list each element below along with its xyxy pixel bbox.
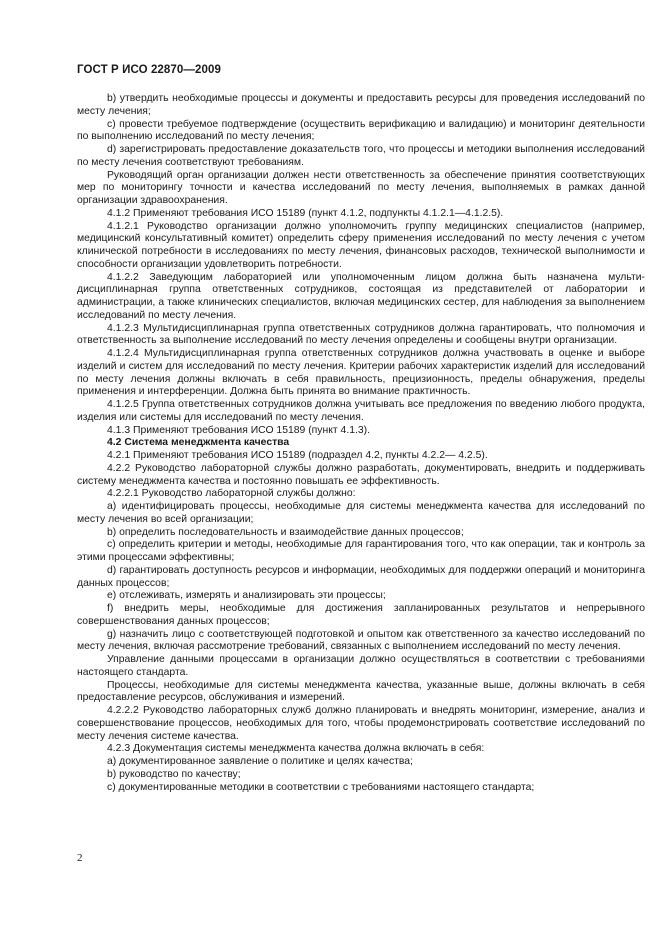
paragraph: 4.1.2.4 Мультидисциплинарная группа ответственных сотрудников должна участвовать в оценке и выборе изделий и систем для исследований по месту лечения. Критерии рабочих характеристик изделий для исследований по месту лечения должны включать в себя правильность, прецизионность, пределы обнаружения, пределы применения и интерференции. Должна быть принята во внимание практичность.: [77, 348, 645, 398]
list-item: c) определить критерии и методы, необходимые для гарантирования того, что как операции, так и контроль за этими процессами эффективны;: [77, 539, 645, 563]
paragraph: d) зарегистрировать предоставление доказательств того, что процессы и методики выполнения исследований по месту лечения соответствуют требованиям.: [77, 144, 645, 168]
section-heading: 4.2 Система менеджмента качества: [107, 437, 290, 449]
list-item: e) отслеживать, измерять и анализировать эти процессы;: [107, 590, 386, 602]
page-number: 2: [77, 852, 83, 864]
paragraph: 4.2.1 Применяют требования ИСО 15189 (подраздел 4.2, пункты 4.2.2— 4.2.5).: [107, 450, 488, 461]
paragraph: 4.2.2.1 Руководство лабораторной службы должно:: [107, 488, 356, 500]
paragraph: 4.2.2.2 Руководство лабораторных служб должно планировать и внедрять мониторинг, измерение, анализ и совершенствование процессов, необходимых для того, чтобы продемонстрировать соответствие исследований по месту лечения системе качества.: [77, 705, 645, 742]
paragraph: b) утвердить необходимые процессы и документы и предоставить ресурсы для проведения исследований по месту лечения;: [77, 93, 645, 117]
paragraph: Управление данными процессами в организации должно осуществляться в соответствии с требованиями настоящего стандарта.: [77, 654, 645, 678]
list-item: b) определить последовательность и взаимодействие данных процессов;: [107, 526, 464, 538]
paragraph: 4.1.2.3 Мультидисциплинарная группа ответственных сотрудников должна гарантировать, что полномочия и ответственность за выполнение исследований по месту лечения определены и сообщены внутри организации.: [77, 322, 645, 347]
paragraph: 4.1.2.5 Группа ответственных сотрудников должна учитывать все предложения по введению любого продукта, изделия или системы для исследований по месту лечения.: [77, 399, 645, 423]
paragraph: Руководящий орган организации должен нести ответственность за обеспечение принятия соответствующих мер по мониторингу точности и качества исследований по месту лечения, выполняемых в рамках данной организации здравоохранения.: [77, 169, 645, 206]
paragraph: 4.2.2 Руководство лабораторной службы должно разработать, документировать, внедрить и поддерживать систему менеджмента качества и постоянно повышать ее эффективность.: [77, 462, 645, 487]
paragraph: 4.2.3 Документация системы менеджмента качества должна включать в себя:: [107, 743, 485, 755]
list-item: c) документированные методики в соответствии с требованиями настоящего стандарта;: [107, 781, 535, 793]
paragraph: 4.1.2.2 Заведующим лабораторией или уполномоченным лицом должна быть назначена мультидисциплинарная группа ответственных сотрудников, состоящая из представителей от лаборатории и администрации, а также клинических специалистов, включая медицинских сестер, для наблюдения за выполнением исследований по месту лечения.: [77, 271, 645, 321]
list-item: f) внедрить меры, необходимые для достижения запланированных результатов и непрерывного совершенствования данных процессов;: [77, 603, 645, 627]
list-item: d) гарантировать доступность ресурсов и информации, необходимых для поддержки операций и мониторинга данных процессов;: [77, 564, 645, 589]
list-item: a) идентифицировать процессы, необходимые для системы менеджмента качества для исследований по месту лечения во всей организации;: [77, 501, 645, 525]
paragraph: c) провести требуемое подтверждение (осуществить верификацию и валидацию) и мониторинг деятельности по выполнению исследований по месту лечения;: [77, 118, 645, 143]
list-item: g) назначить лицо с соответствующей подготовкой и опытом как ответственного за качество исследований по месту лечения, включая рассмотрение требований, связанных с выполнением исследований по месту лечения.: [77, 628, 645, 653]
paragraph: Процессы, необходимые для системы менеджмента качества, указанные выше, должны включать в себя предоставление ресурсов, обслуживания и измерений.: [77, 679, 645, 704]
paragraph: 4.1.2.1 Руководство организации должно уполномочить группу медицинских специалистов (например, медицинский консультативный комитет) определить сферу применения исследований по месту лечения с учетом клинической потребности в исследованиях по месту лечения, финансовых расходов, технической выполнимости и способности организации удовлетворить потребности.: [77, 220, 645, 270]
paragraph: 4.1.2 Применяют требования ИСО 15189 (пункт 4.1.2, подпункты 4.1.2.1—4.1.2.5).: [107, 207, 504, 219]
paragraph: 4.1.3 Применяют требования ИСО 15189 (пункт 4.1.3).: [107, 424, 370, 436]
document-body: [77, 93, 645, 794]
list-item: b) руководство по качеству;: [107, 768, 241, 780]
list-item: a) документированное заявление о политике и целях качества;: [107, 756, 413, 767]
document-header: ГОСТ Р ИСО 22870—2009: [77, 64, 222, 76]
